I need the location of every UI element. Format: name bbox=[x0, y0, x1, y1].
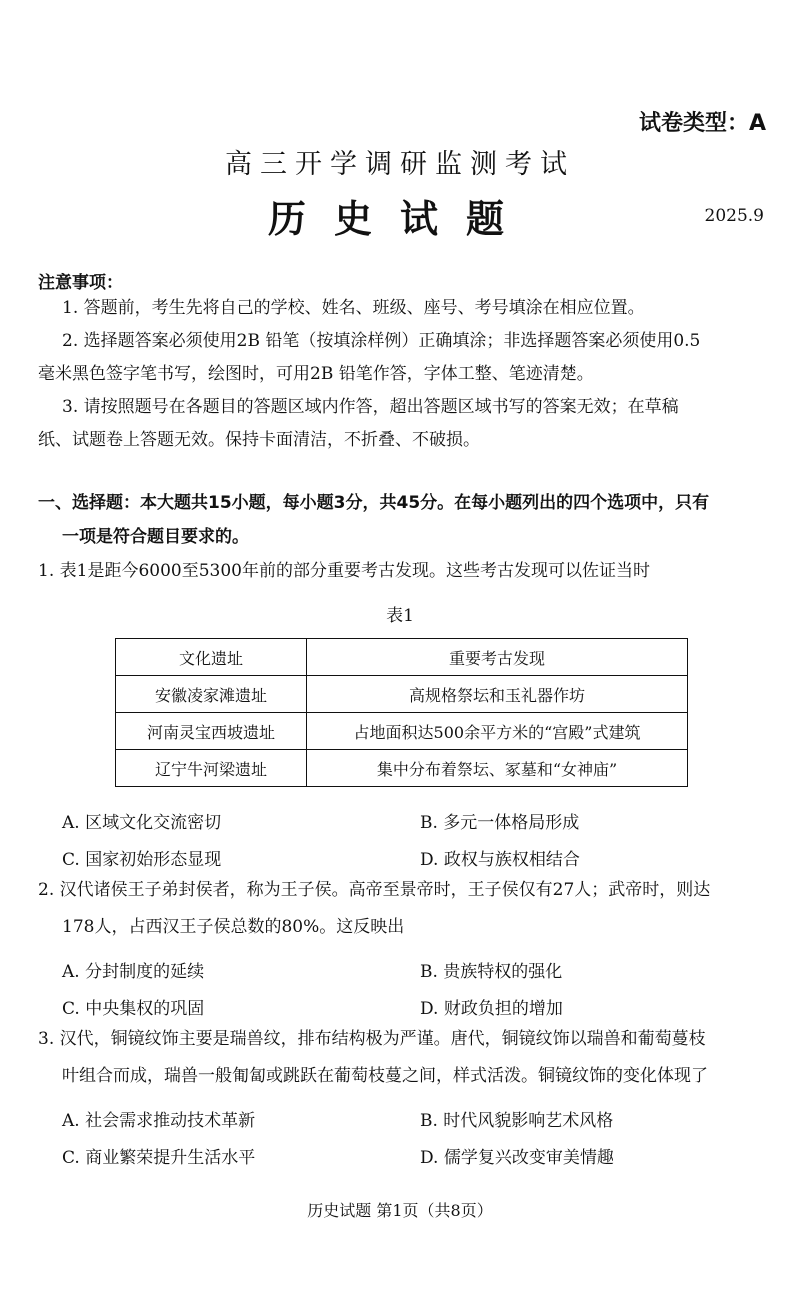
table-cell-site: 辽宁牛河梁遗址 bbox=[116, 750, 307, 787]
q1-option-a: A. 区域文化交流密切 bbox=[62, 813, 222, 833]
q2-option-c: C. 中央集权的巩固 bbox=[62, 999, 205, 1019]
q2-option-a: A. 分封制度的延续 bbox=[62, 962, 205, 982]
q3-option-c: C. 商业繁荣提升生活水平 bbox=[62, 1148, 256, 1168]
question-3-stem: 3. 汉代，铜镜纹饰主要是瑞兽纹，排布结构极为严谨。唐代，铜镜纹饰以瑞兽和葡萄蔓枝 bbox=[38, 1029, 706, 1049]
notice-line: 3. 请按照题号在各题目的答题区域内作答，超出答题区域书写的答案无效；在草稿 bbox=[62, 397, 679, 417]
table-row bbox=[116, 713, 688, 750]
notice-line: 2. 选择题答案必须使用2B 铅笔（按填涂样例）正确填涂；非选择题答案必须使用0.5 bbox=[62, 331, 701, 351]
table-header-row bbox=[116, 639, 688, 676]
section-heading: 一、选择题：本大题共15小题，每小题3分，共45分。在每小题列出的四个选项中，只有 bbox=[38, 493, 710, 513]
exam-date: 2025.9 bbox=[704, 206, 764, 226]
notice-line: 纸、试题卷上答题无效。保持卡面清洁，不折叠、不破损。 bbox=[38, 430, 480, 450]
notice-line: 1. 答题前，考生先将自己的学校、姓名、班级、座号、考号填涂在相应位置。 bbox=[62, 298, 645, 318]
table-cell-site: 河南灵宝西坡遗址 bbox=[116, 713, 307, 750]
q3-option-d: D. 儒学复兴改变审美情趣 bbox=[420, 1148, 614, 1168]
table-row bbox=[116, 676, 688, 713]
section-heading-cont: 一项是符合题目要求的。 bbox=[62, 527, 249, 547]
paper-type-label: 试卷类型：A bbox=[638, 111, 766, 136]
question-3-stem-cont: 叶组合而成，瑞兽一般匍匐或跳跃在葡萄枝蔓之间，样式活泼。铜镜纹饰的变化体现了 bbox=[62, 1066, 708, 1086]
notice-title: 注意事项： bbox=[38, 273, 123, 293]
question-2-stem-cont: 178人，占西汉王子侯总数的80%。这反映出 bbox=[62, 917, 405, 937]
archaeology-table bbox=[115, 638, 688, 787]
table-caption: 表1 bbox=[386, 606, 414, 626]
exam-name: 高三开学调研监测考试 bbox=[225, 149, 575, 180]
page-footer: 历史试题 第1页（共8页） bbox=[307, 1201, 493, 1220]
table-header-cell: 重要考古发现 bbox=[307, 639, 688, 676]
table-cell-finding: 集中分布着祭坛、冢墓和“女神庙” bbox=[307, 750, 688, 787]
q2-option-b: B. 贵族特权的强化 bbox=[420, 962, 563, 982]
table-cell-site: 安徽凌家滩遗址 bbox=[116, 676, 307, 713]
table-row bbox=[116, 750, 688, 787]
question-2-stem: 2. 汉代诸侯王子弟封侯者，称为王子侯。高帝至景帝时，王子侯仅有27人；武帝时，则达 bbox=[38, 880, 711, 900]
question-1-stem: 1. 表1是距今6000至5300年前的部分重要考古发现。这些考古发现可以佐证当时 bbox=[38, 561, 650, 581]
table-cell-finding: 高规格祭坛和玉礼器作坊 bbox=[307, 676, 688, 713]
table-cell-finding: 占地面积达500余平方米的“宫殿”式建筑 bbox=[307, 713, 688, 750]
q1-option-c: C. 国家初始形态显现 bbox=[62, 850, 222, 870]
page-title: 历史试题 bbox=[267, 197, 532, 241]
q2-option-d: D. 财政负担的增加 bbox=[420, 999, 563, 1019]
q3-option-b: B. 时代风貌影响艺术风格 bbox=[420, 1111, 614, 1131]
q1-option-b: B. 多元一体格局形成 bbox=[420, 813, 580, 833]
table-header-cell: 文化遗址 bbox=[116, 639, 307, 676]
notice-line: 毫米黑色签字笔书写，绘图时，可用2B 铅笔作答，字体工整、笔迹清楚。 bbox=[38, 364, 594, 384]
q1-option-d: D. 政权与族权相结合 bbox=[420, 850, 580, 870]
q3-option-a: A. 社会需求推动技术革新 bbox=[62, 1111, 256, 1131]
